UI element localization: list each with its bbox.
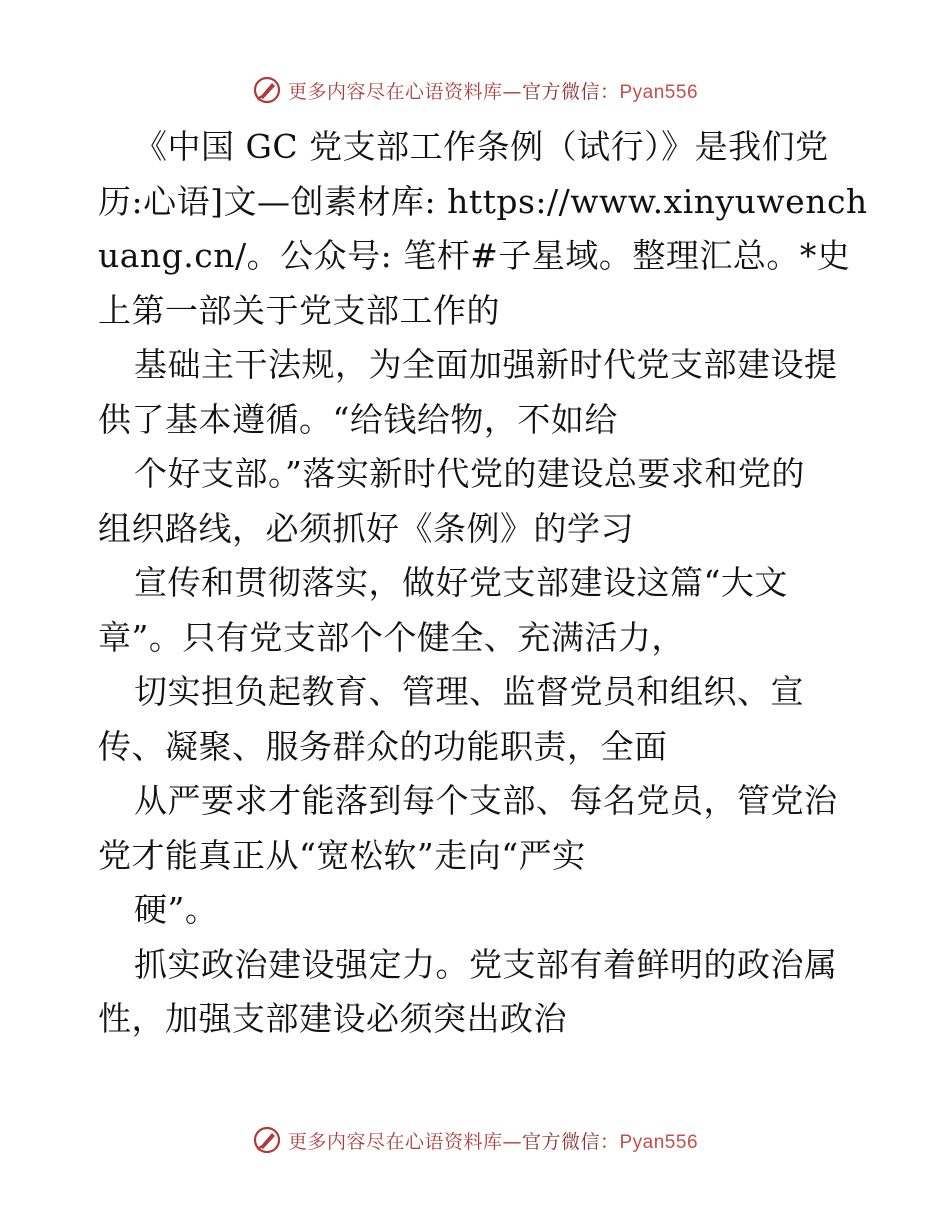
body-text-line: 组织路线，必须抓好《条例》的学习 (98, 508, 634, 548)
header-watermark-banner (0, 70, 950, 110)
body-text-line: 《中国 GC 党支部工作条例（试行）》是我们党 (134, 127, 829, 166)
banner-separator: — (502, 1130, 522, 1153)
quill-circle-icon (252, 1125, 282, 1155)
banner-account: Pyan556 (619, 1131, 699, 1153)
body-text-line: 党才能真正从“宽松软”走向“严实 (98, 835, 586, 875)
footer-banner-text (288, 1127, 698, 1154)
body-text-line: 上第一部关于党支部工作的 (98, 290, 500, 330)
body-text-line: 从严要求才能落到每个支部、每名党员，管党治 (134, 781, 838, 820)
document-body (98, 124, 868, 1051)
quill-circle-icon (252, 75, 282, 105)
body-text-line: 切实担负起教育、管理、监督党员和组织、宣 (134, 672, 804, 711)
body-text-line: 供了基本遵循。“给钱给物，不如给 (98, 399, 618, 439)
body-text-line: 历:心语]文—创素材库: https://www.xinyuwench (98, 181, 868, 221)
body-text-line: uang.cn/。公众号: 笔杆#子星域。整理汇总。*史 (98, 236, 851, 275)
footer-watermark-banner (0, 1120, 950, 1160)
body-text-line: 抓实政治建设强定力。党支部有着鲜明的政治属 (134, 944, 838, 984)
body-text-line: 章”。只有党支部个个健全、充满活力， (98, 617, 685, 657)
header-banner-text (288, 77, 698, 104)
banner-wechat-label: 官方微信： (521, 80, 620, 103)
body-text-line: 个好支部。”落实新时代党的建设总要求和党的 (134, 454, 805, 493)
body-text-line: 性，加强支部建设必须突出政治 (98, 999, 567, 1038)
banner-wechat-label: 官方微信： (521, 1130, 620, 1153)
body-text-line: 传、凝聚、服务群众的功能职责，全面 (98, 726, 668, 766)
body-text-line: 基础主干法规，为全面加强新时代党支部建设提 (134, 345, 838, 384)
body-text-line: 硬”。 (134, 890, 219, 929)
banner-separator: — (502, 80, 522, 103)
banner-main-text: 更多内容尽在心语资料库 (287, 80, 503, 103)
body-text-line: 宣传和贯彻落实，做好党支部建设这篇“大文 (134, 563, 788, 602)
banner-main-text: 更多内容尽在心语资料库 (287, 1130, 503, 1153)
banner-account: Pyan556 (619, 81, 699, 103)
